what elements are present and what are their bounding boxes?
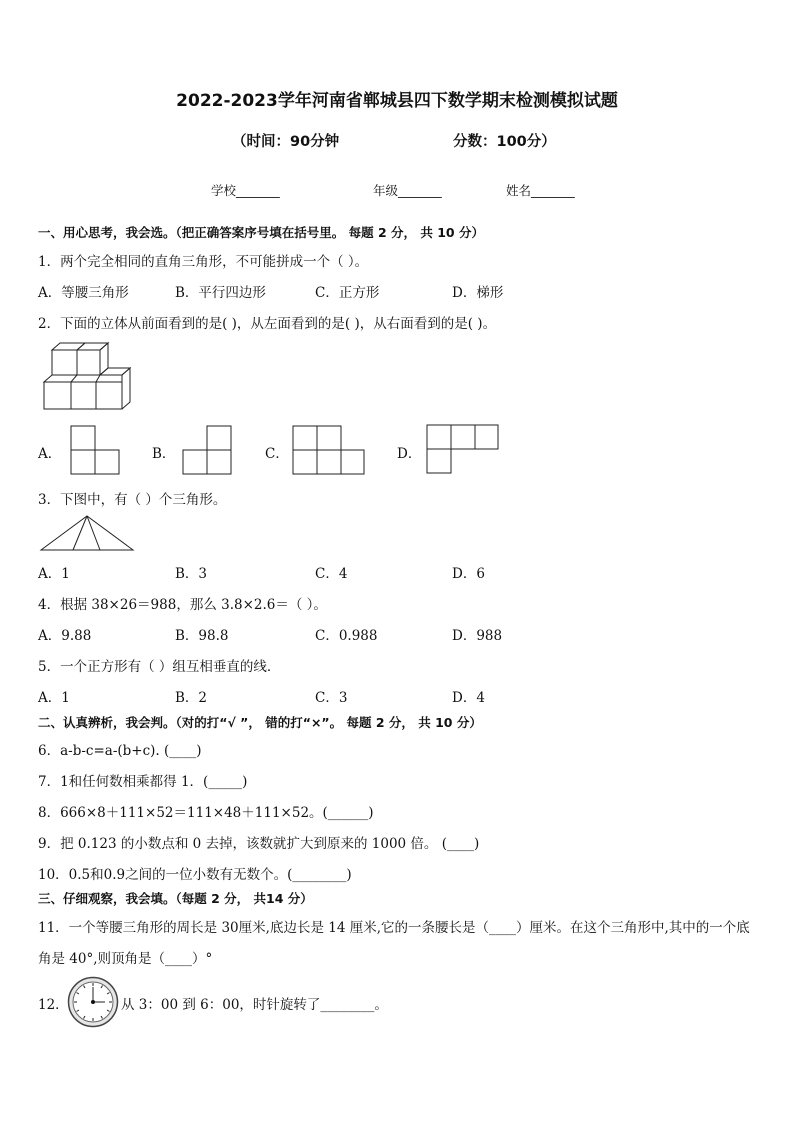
q1-option-b: B．平行四边形 (175, 285, 266, 301)
question-2: 2．下面的立体从前面看到的是( )，从左面看到的是( )，从右面看到的是( )。 (38, 316, 497, 332)
question-9: 9．把 0.123 的小数点和 0 去掉，该数就扩大到原来的 1000 倍。 (____) (38, 836, 480, 852)
triangle-figure (40, 515, 134, 551)
question-12-number: 12． (38, 997, 69, 1013)
section1-heading: 一、用心思考，我会选。（把正确答案序号填在括号里。 每题 2 分， 共 10 分） (38, 225, 484, 240)
question-10: 10．0.5和0.9之间的一位小数有无数个。(________) (38, 867, 352, 883)
question-4: 4．根据 38×26＝988，那么 3.8×2.6＝（ ）。 (38, 597, 327, 613)
section3-heading: 三、仔细观察，我会填。（每题 2 分， 共14 分） (38, 891, 313, 906)
question-3: 3．下图中，有（ ）个三角形。 (38, 492, 227, 508)
q2-option-c: C． (265, 446, 289, 462)
question-12-text: 从 3：00 到 6：00，时针旋转了________。 (121, 997, 388, 1013)
q3-option-a: A．1 (38, 566, 70, 582)
q4-option-d: D．988 (452, 628, 503, 644)
q1-option-d: D．梯形 (452, 285, 504, 301)
q5-option-b: B．2 (175, 690, 208, 706)
name-field: 姓名_______ (506, 183, 575, 198)
q5-option-a: A．1 (38, 690, 70, 706)
q2-option-d: D． (397, 446, 422, 462)
cube-stack-figure (40, 342, 135, 412)
q5-option-c: C．3 (315, 690, 348, 706)
question-5: 5．一个正方形有（ ）组互相垂直的线． (38, 659, 281, 675)
q2-option-c-shape (292, 425, 365, 475)
question-1: 1．两个完全相同的直角三角形，不可能拼成一个（ ）。 (38, 254, 369, 270)
q2-option-b: B． (152, 446, 176, 462)
question-11-line2: 角是 40°,则顶角是（____）° (38, 951, 213, 967)
section2-heading: 二、认真辨析，我会判。（对的打“√ ”， 错的打“×”。 每题 2 分， 共 10 分） (38, 715, 482, 730)
page-title: 2022-2023学年河南省郸城县四下数学期末检测模拟试题 (176, 91, 618, 111)
grade-field: 年级_______ (373, 183, 442, 198)
q5-option-d: D．4 (452, 690, 485, 706)
q3-option-d: D．6 (452, 566, 485, 582)
exam-time: （时间：90分钟 (232, 134, 340, 150)
q1-option-c: C．正方形 (315, 285, 380, 301)
q2-option-a: A． (38, 446, 62, 462)
question-11-line1: 11．一个等腰三角形的周长是 30厘米,底边长是 14 厘米,它的一条腰长是（____）厘米。在这个三角形中,其中的一个底 (38, 920, 750, 936)
exam-score: 分数：100分） (453, 134, 556, 150)
q2-option-b-shape (182, 425, 232, 475)
clock-icon (67, 976, 119, 1028)
question-7: 7．1和任何数相乘都得 1．(_____) (38, 774, 248, 790)
q2-option-d-shape (426, 424, 499, 474)
question-8: 8．666×8＋111×52＝111×48＋111×52。(______) (38, 805, 374, 821)
question-6: 6．a-b-c=a-(b+c). (____) (38, 743, 202, 759)
q1-option-a: A．等腰三角形 (38, 285, 129, 301)
school-field: 学校_______ (211, 183, 280, 198)
q4-option-b: B．98.8 (175, 628, 229, 644)
q3-option-c: C．4 (315, 566, 348, 582)
q2-option-a-shape (70, 425, 120, 475)
q4-option-a: A．9.88 (38, 628, 92, 644)
q3-option-b: B．3 (175, 566, 208, 582)
q4-option-c: C．0.988 (315, 628, 378, 644)
